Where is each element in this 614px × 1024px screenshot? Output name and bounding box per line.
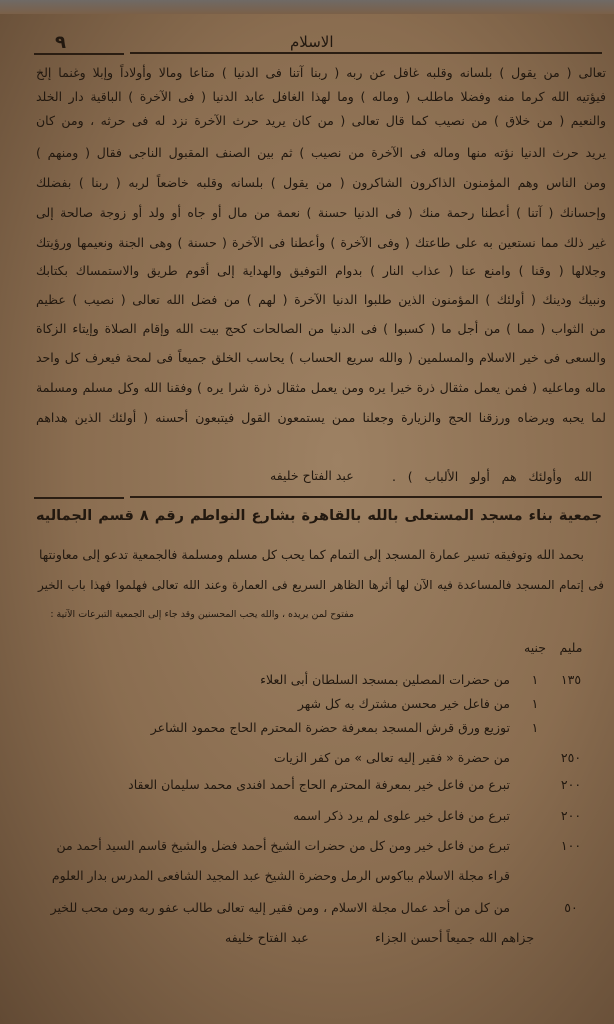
donation-text: قراء مجلة الاسلام بباكوس الرمل وحضرة الشيخ عبد المجيد الشافعى المدرس بدار العلوم	[51, 868, 510, 883]
article-line: غير ذلك مما نستعين به على طاعتك ( وفى الآخرة ) وأعطنا فى الآخرة ( حسنة ) وهى الجنة ونعيمها ورؤيتك	[36, 235, 606, 250]
article-line: فيؤتيه الله كرما منه وفضلا ماطلب ( وماله ) وما لهذا الغافل عابد الدنيا ( فى الآخرة ) الباقية دار الخلد	[36, 89, 606, 104]
donation-text: توزيع ورق قرش المسجد بمعرفة حضرة المحترم الحاج محمود الشاعر	[150, 720, 510, 735]
running-title: الاسلام	[290, 33, 334, 51]
article-line: لما يحبه ويرضاه ورزقنا الحج والزيارة وجعلنا ممن يستمعون القول فيتبعون أحسنه ( أولئك الذين هداهم	[36, 410, 606, 425]
intro-line: فى إتمام المسجد فالمساعدة فيه الآن لها أثرها الظاهر السريع فى العمارة وعند الله تعالى فهلموا فهذا باب الخير	[38, 578, 604, 592]
donation-text: من فاعل خير محسن مشترك به كل شهر	[297, 696, 510, 711]
donation-milim: ١٣٥	[560, 672, 582, 687]
donation-milim: ٥٠	[564, 900, 578, 915]
donation-milim: ٢٠٠	[560, 808, 582, 823]
article-last-line: الله وأولئك هم أولو الألباب ) .	[392, 469, 592, 484]
column-header-milim: مليم	[559, 640, 583, 655]
donation-guineh: ١	[531, 672, 539, 687]
donation-milim: ٢٥٠	[560, 750, 582, 765]
donation-guineh: ١	[531, 720, 539, 735]
donation-milim: ٢٠٠	[560, 777, 582, 792]
notice-signature: عبد الفتاح خليفه	[225, 930, 309, 945]
header-rule-left	[34, 53, 124, 55]
column-header-guineh: جنيه	[524, 640, 546, 655]
intro-line: بحمد الله وتوفيقه تسير عمارة المسجد إلى التمام كما يحب كل مسلم ومسلمة فالجمعية تدعو إلى معاونتها	[39, 547, 584, 562]
header-rule	[130, 52, 602, 54]
donation-text: من حضرات المصلين بمسجد السلطان أبى العلاء	[260, 672, 510, 687]
article-line: ومن الناس وهم المؤمنون الذاكرون الشاكرون ( من يقول ) بلسانه وقلبه خاضعاً لربه ( ربنا ) بفضلك	[36, 175, 606, 190]
page-number: ٩	[55, 32, 66, 53]
article-line: يريد حرث الدنيا نؤته منها وماله فى الآخرة من نصيب ) ثم بين الصنف المقبول الناجى فقال ( ومنهم )	[36, 145, 606, 160]
article-line: وجلالها ( وقنا ) وامنع عنا ( عذاب النار ) بدوام التوفيق والهداية إلى أقوم طريق والاستمساك بكتابك	[36, 263, 606, 278]
donation-text: من كل من أحد عمال مجلة الاسلام ، ومن فقير إليه تعالى طالب عفو ربه ومن محب للخير	[50, 900, 510, 915]
donation-text: تبرع من فاعل خير ومن كل من حضرات الشيخ أحمد فضل والشيخ قاسم السيد أحمد من	[56, 838, 510, 853]
photo-top-edge	[0, 0, 614, 14]
section-divider	[130, 496, 602, 498]
article-line: ونبيك ودينك ( أولئك ) المؤمنون الذين طلبوا الدنيا الآخرة ( لهم ) من فضل الله تعالى ( نصيب ) عظيم	[36, 292, 606, 307]
article-line: من الثواب ( مما ) من أجل ما ( كسبوا ) فى الدنيا من الصالحات كحج بيت الله وإقام الصلاة وإيتاء الزكاة	[36, 321, 606, 336]
article-line: وإحسانك ( آتنا ) أعطنا رحمة منك ( فى الدنيا حسنة ) نعمة من مال أو جاه أو ولد أو زوجة صالحة إلى	[36, 205, 606, 220]
article-line: تعالى ( من يقول ) بلسانه وقلبه غافل عن ربه ( ربنا آتنا فى الدنيا ) متاعا ومالا وأولاداً وإبلا وغنما إلخ	[36, 65, 606, 80]
section-divider-left	[34, 497, 124, 499]
donation-text: تبرع من فاعل خير بمعرفة المحترم الحاج أحمد افندى محمد سليمان العقاد	[128, 777, 510, 792]
notice-heading: جمعية بناء مسجد المستعلى بالله بالقاهرة بشارع النواطم رقم ٨ قسم الجماليه	[36, 508, 603, 524]
intro-line: مفتوح لمن يريده ، والله يحب المحسنين وقد جاء إلى الجمعية التبرعات الآتية :	[50, 609, 354, 620]
article-signature: عبد الفتاح خليفه	[270, 468, 354, 483]
article-line: والسعى فى خير الاسلام والمسلمين ( والله سريع الحساب ) يحاسب الخلق جميعاً فى لمحة فيعرف كل واحد	[36, 350, 606, 365]
donation-text: تبرع من فاعل خير علوى لم يرد ذكر اسمه	[293, 808, 510, 823]
article-line: ماله وماعليه ( فمن يعمل مثقال ذرة خيرا يره ومن يعمل مثقال ذرة شرا يره ) وفقنا الله وكل مسلم ومسلمة	[36, 380, 606, 395]
article-line: والنعيم ( من خلاق ) من نصيب كما قال تعالى ( من كان يريد حرث الآخرة نزد له فى حرثه ، ومن كان	[36, 113, 606, 128]
notice-closing: جزاهم الله جميعاً أحسن الجزاء	[375, 930, 535, 945]
donation-text: من حضرة « فقير إليه تعالى » من كفر الزيات	[273, 750, 510, 765]
donation-guineh: ١	[531, 696, 539, 711]
donation-milim: ١٠٠	[560, 838, 582, 853]
